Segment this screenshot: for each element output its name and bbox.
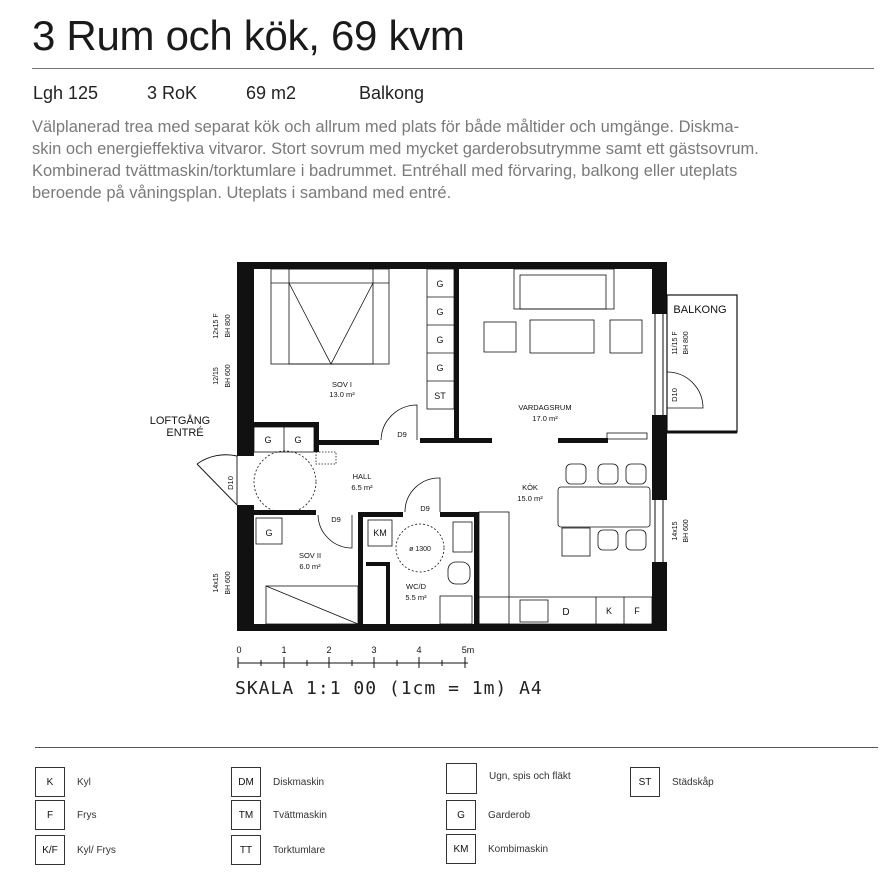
- wall-sov2-east: [358, 512, 363, 630]
- description-line: Kombinerad tvättmaskin/torktumlare i badrummet. Entréhall med förvaring, balkong eller uteplats: [32, 162, 738, 180]
- scale-tick-labels: [236, 645, 474, 655]
- door-label: D9: [331, 515, 341, 524]
- wall-bath-east: [474, 512, 479, 630]
- legend-code: KM: [446, 834, 476, 864]
- entry-label: LOFTGÅNG: [149, 415, 211, 427]
- interior-walls: [254, 269, 608, 630]
- hall-wardrobe-label: G: [264, 435, 272, 445]
- legend-item: [630, 767, 714, 797]
- room-name: HALL: [352, 472, 372, 481]
- window-label: 14x15: [213, 573, 220, 593]
- kitchen-appliance-labels: [562, 606, 640, 618]
- room-name: SOV I: [331, 380, 353, 389]
- legend-item: [446, 763, 571, 794]
- legend-code: [446, 763, 477, 794]
- legend-code: ST: [630, 767, 660, 797]
- coffee-table: [530, 320, 594, 353]
- sov2-bed-fold: [266, 586, 358, 624]
- dining-chair: [566, 464, 586, 484]
- room-area: 17.0 m²: [532, 414, 558, 423]
- window-label: 12/15: [213, 367, 220, 385]
- wall-bath-top-2: [440, 512, 478, 517]
- legend-label: Frys: [77, 809, 97, 821]
- dining-chair: [626, 464, 646, 484]
- description-line: Välplanerad trea med separat kök och allrum med plats för både måltider och umgänge. Diskma-: [32, 118, 740, 136]
- legend-code: F: [35, 800, 65, 830]
- door-label: D10: [226, 476, 235, 490]
- scale-tick-label: 5m: [461, 645, 475, 655]
- legend-label: Diskmaskin: [273, 776, 325, 788]
- wall-east-3: [652, 562, 667, 630]
- wall-north: [237, 262, 667, 269]
- window-label: BH 600: [225, 364, 232, 388]
- room-name: VARDAGSRUM: [518, 403, 572, 412]
- door-label: D9: [397, 430, 407, 439]
- legend-code: DM: [231, 767, 261, 797]
- kitchen-counter-left: [479, 512, 509, 624]
- hall-wardrobe-labels: [264, 435, 301, 445]
- wall-hall-top: [314, 440, 379, 445]
- legend-item: [446, 800, 530, 830]
- door-label: D9: [420, 504, 430, 513]
- combi-machine-label: KM: [373, 528, 387, 538]
- wardrobe-label: G: [436, 335, 444, 345]
- wall-hall-top-2: [420, 438, 492, 443]
- legend-label: Torktumlare: [273, 844, 326, 856]
- interior-doors: [318, 372, 703, 548]
- wardrobe-label: G: [436, 363, 444, 373]
- washbasin: [453, 522, 472, 552]
- apartment-number: Lgh 125: [33, 83, 99, 103]
- scale-tick-label: 2: [326, 645, 332, 655]
- description-line: beroende på våningsplan. Uteplats i samband med entré.: [32, 184, 452, 202]
- door-labels: [226, 388, 679, 524]
- wall-shaft-side: [386, 562, 390, 626]
- living-furniture: [484, 269, 647, 439]
- scale-bar: [238, 657, 468, 668]
- room-area: 15.0 m²: [517, 494, 543, 503]
- scale-tick-label: 3: [371, 645, 377, 655]
- room-labels: [299, 380, 572, 602]
- legend-code: K/F: [35, 835, 65, 865]
- armchair-left: [484, 322, 516, 352]
- wardrobe-label: G: [436, 279, 444, 289]
- page-title: 3 Rum och kök, 69 kvm: [32, 12, 465, 59]
- apartment-area: 69 m2: [246, 83, 297, 103]
- scale-tick-label: 4: [416, 645, 422, 655]
- scale-tick-label: 1: [281, 645, 287, 655]
- window-label: BH 800: [683, 331, 690, 355]
- legend-item: [231, 800, 327, 830]
- window-label: 11/15 F: [672, 331, 679, 355]
- room-name: SOV II: [298, 551, 322, 560]
- balcony-label: BALKONG: [673, 304, 727, 316]
- armchair-right: [610, 320, 642, 353]
- bed-sheet-fold: [289, 283, 373, 364]
- legend-label: Kyl/ Frys: [77, 844, 116, 856]
- scale-caption: SKALA 1:1 00 (1cm = 1m) A4: [235, 678, 543, 699]
- wall-sov2-top: [254, 510, 316, 515]
- room-area: 6.0 m²: [299, 562, 321, 571]
- door-swing: [197, 455, 237, 464]
- legend-item: [35, 767, 91, 797]
- wall-wardrobe-top: [254, 422, 314, 427]
- bed-sov1: [271, 269, 389, 364]
- dining-chair: [598, 530, 618, 550]
- shower: [440, 596, 472, 624]
- dining-chair: [626, 530, 646, 550]
- exterior-walls: [237, 262, 667, 631]
- toilet: [448, 562, 470, 584]
- legend-label: Städskåp: [672, 776, 714, 788]
- room-area: 5.5 m²: [405, 593, 427, 602]
- wardrobe-label: G: [436, 307, 444, 317]
- dining-chair: [598, 464, 618, 484]
- cleaning-cabinet-label: ST: [434, 391, 446, 401]
- legend-code: TT: [231, 835, 261, 865]
- sofa-seat: [520, 275, 606, 309]
- hall-wardrobe-label: G: [294, 435, 302, 445]
- freezer-label: F: [634, 606, 640, 616]
- kitchen-fixtures: [479, 464, 652, 624]
- legend-label: Kombimaskin: [488, 843, 549, 855]
- wall-bath-top: [363, 512, 403, 517]
- description-line: skin och energieffektiva vitvaror. Stort sovrum med mycket garderobsutrymme samt ett gästsovrum.: [32, 140, 759, 158]
- sideboard: [607, 433, 647, 439]
- sink: [520, 600, 548, 622]
- entry-label: ENTRÉ: [166, 427, 204, 439]
- wall-east-1: [652, 262, 667, 314]
- kitchen-cabinet: [562, 528, 590, 556]
- wall-west-mid: [237, 404, 254, 456]
- apartment-type: 3 RoK: [147, 83, 198, 103]
- dishwasher-label: D: [562, 607, 570, 618]
- legend-divider: [35, 747, 878, 748]
- window-label: BH 600: [225, 571, 232, 595]
- legend-item: [231, 835, 325, 865]
- scale-tick-label: 0: [236, 645, 242, 655]
- legend-label: Tvättmaskin: [273, 809, 327, 821]
- apartment-outdoor: Balkong: [359, 83, 425, 103]
- legend-label: Garderob: [488, 809, 531, 821]
- entry-turning-circle: [254, 451, 316, 513]
- legend-item: [35, 835, 116, 865]
- turning-circle-label: ø 1300: [409, 546, 431, 553]
- wall-south: [237, 624, 667, 631]
- door-label: D10: [670, 388, 679, 402]
- room-area: 6.5 m²: [351, 483, 373, 492]
- legend-code: K: [35, 767, 65, 797]
- room-name: WC/D: [406, 582, 426, 591]
- room-name: KÖK: [522, 483, 538, 492]
- window-label: BH 800: [225, 314, 232, 338]
- legend-item: [446, 834, 548, 864]
- room-area: 13.0 m²: [329, 390, 355, 399]
- wall-bed-living: [454, 269, 459, 441]
- window-label: 14x15: [672, 521, 679, 541]
- wall-wardrobe-side: [314, 422, 319, 452]
- wall-kitchen-top: [558, 438, 608, 443]
- fridge-label: K: [605, 606, 613, 616]
- legend-item: [35, 800, 96, 830]
- window-label: 12x15 F: [213, 313, 220, 339]
- wall-east-2: [652, 415, 667, 500]
- legend-label: Kyl: [77, 776, 91, 788]
- shoe-rack: [316, 452, 336, 464]
- legend-code: TM: [231, 800, 261, 830]
- dining-table: [558, 487, 650, 527]
- legend-code: G: [446, 800, 476, 830]
- window-labels: [213, 313, 690, 594]
- sov2-wardrobe-label: G: [265, 528, 273, 538]
- legend-item: [231, 767, 324, 797]
- window-label: BH 600: [683, 519, 690, 543]
- legend-label: Ugn, spis och fläkt: [489, 771, 571, 782]
